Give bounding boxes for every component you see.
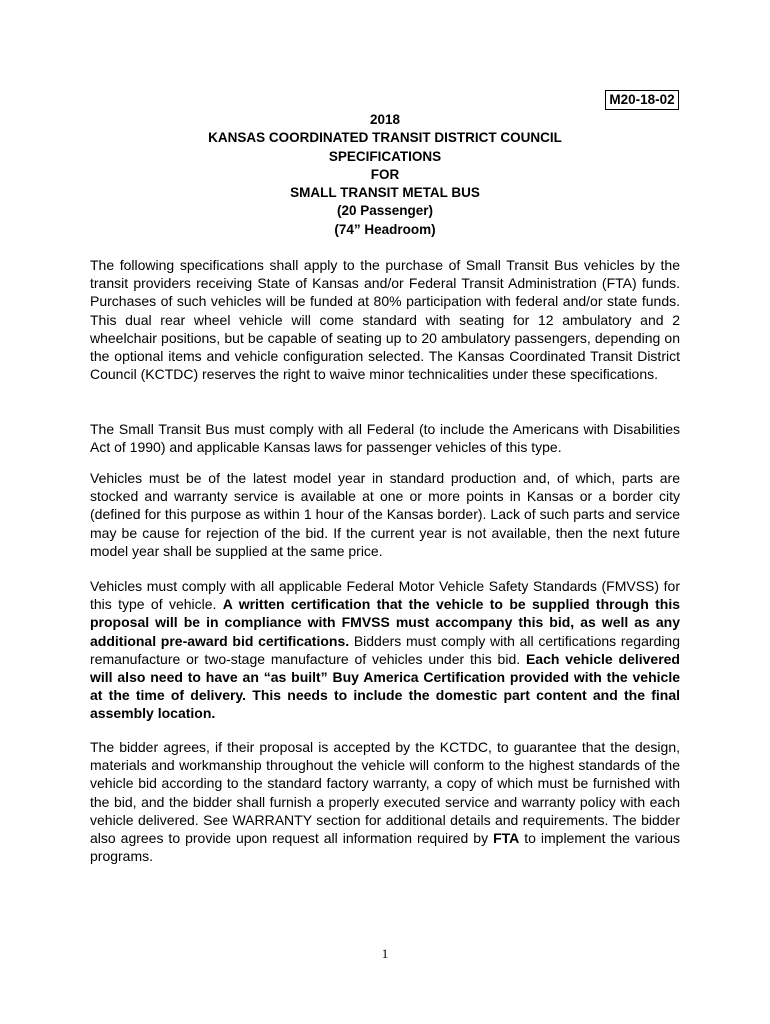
page-number: 1 — [381, 946, 389, 961]
title-capacity: (20 Passenger) — [336, 203, 434, 219]
title-organization: KANSAS COORDINATED TRANSIT DISTRICT COUNCIL — [208, 130, 562, 146]
title-headroom: (74” Headroom) — [334, 221, 436, 237]
paragraph-model-year-text: Vehicles must be of the latest model year in standard production and, of which, parts are stocked and warranty service is available at one or more points in Kansas or a border city (defined for this purpose as within 1 hour of the Kansas border). Lack of such parts and service may be cause for rejection of the bid. If the current year is not available, then the next future model year shall be supplied at the same price. — [90, 470, 680, 559]
document-code: M20-18-02 — [605, 90, 679, 110]
paragraph-warranty-text — [90, 738, 680, 865]
paragraph-scope-text: The following specifications shall apply to the purchase of Small Transit Bus vehicles by the transit providers receiving State of Kansas and/or Federal Transit Administration (FTA) funds. Purchases of such vehicles will be funded at 80% participation with federal and/or state funds. This dual rear wheel vehicle will come standard with seating for 12 ambulatory and 2 wheelchair positions, but be capable of seating up to 20 ambulatory passengers, depending on the optional items and vehicle configuration selected. The Kansas Coordinated Transit District Council (KCTDC) reserves the right to waive minor technicalities under these specifications. — [90, 257, 680, 383]
paragraph-scope — [90, 256, 680, 383]
title-specifications: SPECIFICATIONS — [328, 148, 442, 164]
title-for: FOR — [370, 166, 400, 182]
paragraph-compliance — [90, 420, 680, 456]
warranty-text: The bidder agrees, if their proposal is accepted by the KCTDC, to guarantee that the design, materials and workmanship throughout the vehicle will conform to the highest standards of the vehicle bid according to the standard factory warranty, a copy of which must be furnished with the bid, and the bidder shall furnish a properly executed service and warranty policy with each vehicle delivered. See WARRANTY section for additional details and requirements. The bidder also agrees to provide upon request all information required by — [90, 739, 680, 847]
fmvss-intro: Vehicles must comply with all applicable Federal Motor Vehicle Safety Standards (FMVSS) for this type of vehicle. — [90, 578, 680, 613]
title-block — [90, 111, 680, 239]
paragraph-compliance-text: The Small Transit Bus must comply with all Federal (to include the Americans with Disabilities Act of 1990) and applicable Kansas laws for passenger vehicles of this type. — [90, 421, 680, 456]
warranty-end: to implement the various programs. — [90, 830, 681, 865]
fmvss-certification-bold: A written certification that the vehicle to be supplied through this proposal will be in compliance with FMVSS must accompany this bid, as well as any additional pre-award bid certifications. — [90, 596, 680, 649]
paragraph-fmvss — [90, 577, 680, 723]
fta-bold: FTA — [493, 830, 520, 847]
paragraph-warranty — [90, 738, 680, 865]
paragraph-model-year — [90, 469, 680, 560]
paragraph-fmvss-text — [90, 577, 680, 723]
buy-america-bold: Each vehicle delivered will also need to have an “as built” Buy America Certification provided with the vehicle at the time of delivery. This needs to include the domestic part content and the final assembly location. — [90, 650, 680, 722]
fmvss-remanufacture: Bidders must comply with all certifications regarding remanufacture or two-stage manufacture of vehicles under this bid. — [90, 632, 680, 667]
title-year: 2018 — [369, 112, 401, 127]
title-vehicle: SMALL TRANSIT METAL BUS — [290, 185, 480, 201]
